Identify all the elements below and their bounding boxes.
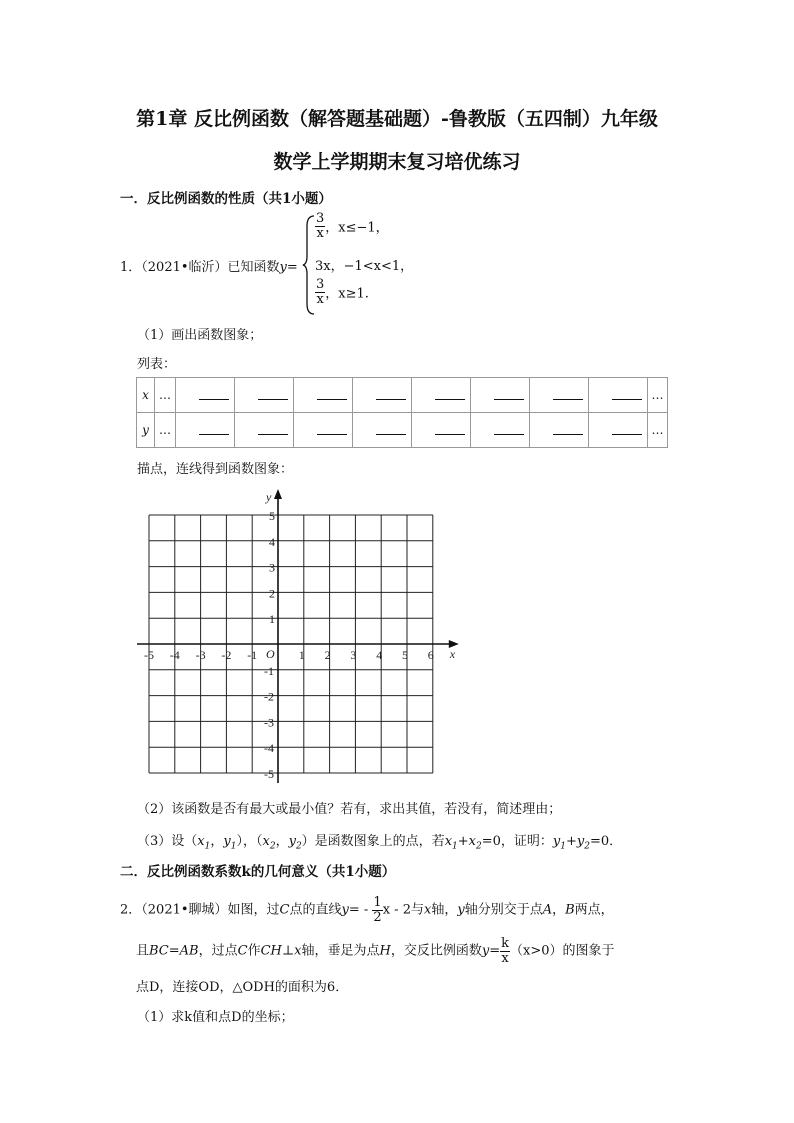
y-tick-label: -5 [264, 767, 274, 781]
coordinate-grid [130, 482, 470, 792]
table-cell [235, 378, 294, 413]
var-y1: $y_1$ [223, 834, 237, 852]
table-cell [294, 413, 353, 448]
part3-text-b: ， [210, 834, 224, 849]
table-cell [471, 413, 530, 448]
x-tick-label: -3 [195, 648, 206, 662]
y-tick-label: 1 [269, 612, 275, 627]
list-label: 列表： [137, 357, 177, 372]
q1-prefix-text: 1．（2021•临沂）已知函数 [120, 260, 280, 275]
table-cell [412, 413, 471, 448]
x-tick-label: 6 [427, 648, 434, 662]
part3-text-c: ），（ [236, 834, 263, 849]
var-y: y [341, 902, 349, 918]
origin-label: O [266, 647, 275, 661]
y-tick-label: 5 [269, 509, 275, 523]
table-cell [589, 413, 648, 448]
x-tick-label: 3 [350, 648, 357, 662]
table-cell-dots: … [155, 413, 176, 448]
y-tick-label: 4 [269, 534, 275, 549]
q2-text: 轴， [431, 902, 458, 918]
y-tick-label: 3 [269, 560, 275, 575]
q1-part3 [137, 830, 622, 852]
piece1-fraction [315, 212, 325, 240]
table-cell [176, 413, 235, 448]
q2-line2: 且BC=AB，过点C作CH⊥x轴，垂足为点H，交反比例函数y= $\frac{k}{x}$ （x>0）的图象于 [136, 936, 615, 966]
q2-text: （x>0）的图象于 [510, 943, 615, 959]
q2-text: ，过点 [198, 943, 238, 959]
x-axis-label: x [449, 647, 456, 661]
q1-part1: （1）画出函数图象； [137, 328, 263, 343]
table-cell [530, 378, 589, 413]
x-tick-label: -2 [221, 648, 232, 662]
table-cell [176, 378, 235, 413]
q2-text: 且 [136, 943, 150, 959]
var-x1: $x_1$ [197, 834, 211, 852]
x-tick-label: 1 [298, 648, 305, 662]
x-tick-label: 2 [324, 648, 331, 662]
piece3-cond: ，x≥1. [325, 286, 369, 302]
table-cell [530, 413, 589, 448]
plot-label: 描点，连线得到函数图象： [137, 462, 294, 477]
table-cell [589, 378, 648, 413]
fraction-one-half: $\frac{1}{2}$ [373, 895, 382, 925]
piece1 [315, 212, 389, 240]
part3-text-f: =0，证明： [481, 834, 553, 849]
piece3 [315, 278, 369, 306]
part3-text-g: =0． [589, 834, 623, 849]
fraction-k-over-x: $\frac{k}{x}$ [501, 936, 510, 966]
y-tick-label: -1 [264, 663, 274, 678]
value-table [136, 377, 668, 448]
section2-heading: 二．反比例函数系数k的几何意义（共1小题） [120, 864, 396, 880]
table-cell [235, 413, 294, 448]
piece2: 3x，−1<x<1， [315, 259, 414, 274]
q1-equals: = [286, 260, 298, 275]
q1-prefix [120, 256, 298, 275]
x-tick-label: 4 [376, 648, 383, 662]
table-cell-dots: … [648, 413, 668, 448]
page-title-line2: 数学上学期期末复习培优练习 [273, 151, 521, 173]
q2-text: 2．（2021•聊城）如图，过 [120, 902, 280, 918]
q1-part2: （2）该函数是否有最大或最小值？若有，求出其值，若没有，简述理由； [137, 802, 562, 817]
part3-text-a: （3）设（ [137, 834, 198, 849]
piece3-num: 3 [316, 277, 325, 292]
table-cell-dots: … [648, 378, 668, 413]
part3-text-e: ）是函数图象上的点，若 [301, 834, 445, 849]
table-header-x: x [137, 378, 155, 413]
piece1-den: x [316, 225, 324, 241]
q2-text: 点的直线 [289, 902, 342, 918]
q2-text: 轴，垂足为点 [301, 943, 380, 959]
y-axis-label: y [266, 490, 272, 504]
x-tick-label: -1 [247, 648, 258, 662]
section1-heading: 一．反比例函数的性质（共1小题） [120, 191, 332, 207]
piece3-den: x [316, 291, 324, 307]
q2-line1: 2．（2021•聊城）如图，过C点的直线y= - $\frac{1}{2}$ x - 2与x轴，y轴分别交于点A，B两点， [120, 895, 614, 925]
table-cell-dots: … [155, 378, 176, 413]
point-C: C [279, 902, 290, 918]
part3-text-d: ， [275, 834, 289, 849]
var-y1-plus-y2: $y_1+y_2$ [552, 834, 590, 852]
q2-text: 两点， [574, 902, 614, 918]
piece1-cond: ，x≤−1， [325, 220, 389, 236]
q2-part1: （1）求k值和点D的坐标； [137, 1010, 294, 1025]
y-tick-label: 2 [269, 586, 275, 601]
q2-line3: 点D，连接OD，△ODH的面积为6． [136, 980, 349, 995]
q2-text: 作 [247, 943, 261, 959]
var-y2: $y_2$ [288, 834, 302, 852]
table-header-y: y [137, 413, 155, 448]
y-axis-arrow-icon [274, 489, 282, 499]
page-title-line1: 第1章 反比例函数（解答题基础题）-鲁教版（五四制）九年级 [136, 108, 658, 130]
table-cell [353, 413, 412, 448]
q2-text: x - 2与 [382, 902, 424, 918]
q1-y-var: y [279, 260, 287, 275]
piece1-num: 3 [316, 211, 325, 226]
var-x1-plus-x2: $x_1+x_2$ [444, 834, 482, 852]
q2-text: 轴分别交于点 [464, 902, 543, 918]
piece3-fraction [315, 278, 325, 306]
x-tick-label: 5 [402, 648, 408, 662]
table-cell [471, 378, 530, 413]
x-tick-label: -5 [144, 648, 154, 662]
table-cell [412, 378, 471, 413]
y-tick-label: -2 [264, 689, 274, 704]
table-cell [353, 378, 412, 413]
table-row-x [137, 378, 668, 413]
table-row-y [137, 413, 668, 448]
piecewise-brace-icon [302, 214, 316, 316]
table-cell [294, 378, 353, 413]
x-tick-label: -4 [169, 648, 180, 662]
y-tick-label: -4 [264, 741, 274, 756]
y-tick-label: -3 [264, 715, 274, 730]
q2-text: ，交反比例函数 [390, 943, 482, 959]
var-x2: $x_2$ [262, 834, 276, 852]
